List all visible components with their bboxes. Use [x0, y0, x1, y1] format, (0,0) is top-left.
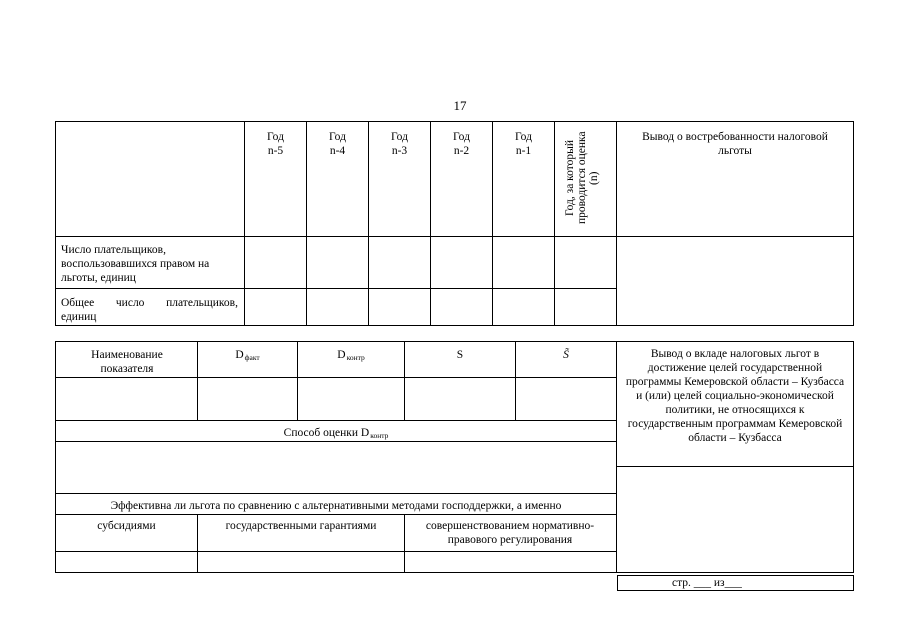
year-header-value: n-5: [267, 145, 284, 157]
page-box-border-bottom: [617, 590, 854, 591]
table-border-bottom: [55, 572, 854, 573]
row-label-beneficiaries: Число плательщиков, воспользовавшихся правом на льготы, единиц: [61, 244, 210, 284]
page-number: 17: [453, 98, 467, 113]
d-contr-header: [298, 348, 404, 365]
method-label: [56, 426, 616, 443]
page-box-border-left: [617, 575, 618, 591]
year-header-n1: [493, 130, 554, 158]
table-border-right: [853, 121, 854, 326]
year-header-n2: [431, 130, 492, 158]
table-column-divider: [404, 514, 405, 573]
table-column-divider: [616, 121, 617, 326]
table-row-divider: [55, 420, 617, 421]
year-header-n4: [307, 130, 368, 158]
table-row-divider: [55, 377, 617, 378]
year-header-label: Год: [391, 131, 408, 143]
table-row-divider: [55, 236, 854, 237]
indicator-name-header: Наименование показателя: [91, 349, 163, 375]
year-header-n3: [369, 130, 430, 158]
s-tilde-header: S̃: [563, 349, 569, 361]
page-box-border-right: [853, 575, 854, 591]
contribution-conclusion-header: Вывод о вкладе налоговых льгот в достижение целей государственной программы Кемеровской области – Кузбасса и (или) целей социально-экономической политики, не относящихся к государственным программам Кемеровской области – Кузбасса: [625, 348, 845, 444]
table-row-divider: [617, 466, 854, 467]
table-column-divider: [616, 341, 617, 573]
year-header-label: Год: [453, 131, 470, 143]
year-header-value: n-4: [329, 145, 346, 157]
year-header-label: Год: [329, 131, 346, 143]
alt-guarantees: государственными гарантиями: [225, 520, 377, 532]
total-blank: ___: [724, 577, 742, 589]
assessment-year-header: Год, за который проводится оценка (n): [564, 131, 600, 225]
year-header-value: n-2: [453, 145, 470, 157]
year-header-label: Год: [267, 131, 284, 143]
d-contr-subscript: контр: [346, 353, 365, 362]
table-border-top: [55, 121, 854, 122]
of-label: из: [713, 577, 725, 589]
table-border-right: [853, 341, 854, 573]
table-row-divider: [55, 514, 617, 515]
d-contr-main: D: [337, 349, 346, 361]
year-header-label: Год: [515, 131, 532, 143]
efficiency-question: Эффективна ли льгота по сравнению с альтернативными методами господдержки, а именно: [110, 500, 562, 512]
page-blank: ___: [693, 577, 712, 589]
table-column-divider: [554, 121, 555, 326]
table-border-bottom: [55, 325, 854, 326]
d-fact-main: D: [235, 349, 244, 361]
year-header-n5: [245, 130, 306, 158]
alt-regulation: совершенствованием нормативно-правового регулирования: [425, 520, 595, 546]
alt-subsidies: субсидиями: [97, 520, 156, 532]
row-label-total-payers-line1: Общее число плательщиков,: [61, 297, 238, 309]
d-fact-subscript: факт: [244, 353, 260, 362]
year-header-value: n-3: [391, 145, 408, 157]
year-header-value: n-1: [515, 145, 532, 157]
table-row-divider: [55, 493, 617, 494]
table-row-divider: [55, 288, 617, 289]
table-border-left: [55, 341, 56, 573]
page-label: стр.: [672, 577, 691, 589]
table-border-top: [55, 341, 854, 342]
d-fact-header: [198, 348, 297, 365]
row-label-total-payers-line2: единиц: [61, 311, 97, 323]
method-label-main: Способ оценки D: [283, 427, 370, 439]
table-column-divider: [55, 121, 56, 326]
table-row-divider: [55, 551, 617, 552]
page-count-text: [672, 576, 842, 590]
demand-conclusion-header: Вывод о востребованности налоговой льготы: [642, 131, 828, 157]
s-header: S: [456, 349, 464, 361]
method-label-subscript: контр: [370, 431, 389, 440]
